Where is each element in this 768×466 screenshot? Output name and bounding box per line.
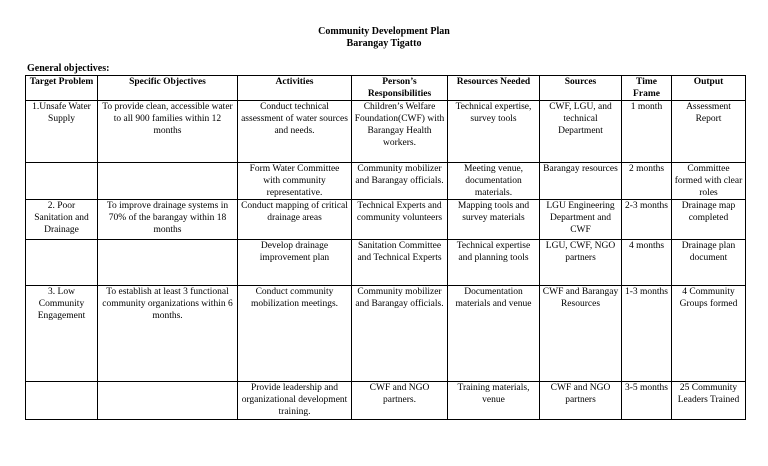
cell-time-frame: 2 months bbox=[622, 163, 672, 200]
header-sources: Sources bbox=[540, 76, 622, 101]
cell-sources: CWF and NGO partners bbox=[540, 382, 622, 420]
cell-output: Committee formed with clear roles bbox=[672, 163, 746, 200]
cell-target-problem: 1.Unsafe Water Supply bbox=[26, 101, 98, 163]
cell-activity: Form Water Committee with community representative. bbox=[238, 163, 352, 200]
cell-target-problem bbox=[26, 382, 98, 420]
cell-persons: Technical Experts and community volunteers bbox=[352, 200, 448, 240]
cell-time-frame: 1-3 months bbox=[622, 286, 672, 382]
cell-sources: LGU, CWF, NGO partners bbox=[540, 240, 622, 286]
cell-time-frame: 1 month bbox=[622, 101, 672, 163]
cell-activity: Provide leadership and organizational development training. bbox=[238, 382, 352, 420]
cell-resources: Technical expertise, survey tools bbox=[448, 101, 540, 163]
cell-activity: Conduct community mobilization meetings. bbox=[238, 286, 352, 382]
table-row bbox=[26, 200, 746, 240]
cell-target-problem: 2. Poor Sanitation and Drainage bbox=[26, 200, 98, 240]
cell-sources: CWF, LGU, and technical Department bbox=[540, 101, 622, 163]
cell-activity: Conduct mapping of critical drainage areas bbox=[238, 200, 352, 240]
header-persons-responsibilities: Person’s Responsibilities bbox=[352, 76, 448, 101]
cell-output: Assessment Report bbox=[672, 101, 746, 163]
cell-target-problem: 3. Low Community Engagement bbox=[26, 286, 98, 382]
document-title: Community Development Plan bbox=[318, 26, 450, 37]
header-time-frame: Time Frame bbox=[622, 76, 672, 101]
cell-sources: LGU Engineering Department and CWF bbox=[540, 200, 622, 240]
table-row bbox=[26, 163, 746, 200]
table-row bbox=[26, 382, 746, 420]
cell-sources: Barangay resources bbox=[540, 163, 622, 200]
table-header-row bbox=[26, 76, 746, 101]
header-resources-needed: Resources Needed bbox=[448, 76, 540, 101]
table-row bbox=[26, 240, 746, 286]
cell-specific-objective: To provide clean, accessible water to all 900 families within 12 months bbox=[98, 101, 238, 163]
header-activities: Activities bbox=[238, 76, 352, 101]
cell-output: 25 Community Leaders Trained bbox=[672, 382, 746, 420]
cell-resources: Technical expertise and planning tools bbox=[448, 240, 540, 286]
cell-persons: Sanitation Committee and Technical Experts bbox=[352, 240, 448, 286]
cell-specific-objective: To establish at least 3 functional community organizations within 6 months. bbox=[98, 286, 238, 382]
cell-resources: Training materials, venue bbox=[448, 382, 540, 420]
cell-specific-objective bbox=[98, 382, 238, 420]
table-row bbox=[26, 286, 746, 382]
general-objectives-label: General objectives: bbox=[27, 63, 110, 74]
cell-persons: Children’s Welfare Foundation(CWF) with Barangay Health workers. bbox=[352, 101, 448, 163]
document-subtitle: Barangay Tigatto bbox=[346, 38, 422, 49]
header-specific-objectives: Specific Objectives bbox=[98, 76, 238, 101]
cell-persons: Community mobilizer and Barangay officials. bbox=[352, 163, 448, 200]
cell-specific-objective: To improve drainage systems in 70% of the barangay within 18 months bbox=[98, 200, 238, 240]
cell-sources: CWF and Barangay Resources bbox=[540, 286, 622, 382]
cell-activity: Develop drainage improvement plan bbox=[238, 240, 352, 286]
cell-persons: CWF and NGO partners. bbox=[352, 382, 448, 420]
development-plan-table bbox=[25, 75, 746, 420]
cell-target-problem bbox=[26, 163, 98, 200]
cell-time-frame: 3-5 months bbox=[622, 382, 672, 420]
cell-time-frame: 4 months bbox=[622, 240, 672, 286]
header-target-problem: Target Problem bbox=[26, 76, 98, 101]
header-output: Output bbox=[672, 76, 746, 101]
cell-resources: Mapping tools and survey materials bbox=[448, 200, 540, 240]
cell-output: Drainage plan document bbox=[672, 240, 746, 286]
cell-resources: Documentation materials and venue bbox=[448, 286, 540, 382]
cell-specific-objective bbox=[98, 163, 238, 200]
cell-activity: Conduct technical assessment of water sources and needs. bbox=[238, 101, 352, 163]
cell-target-problem bbox=[26, 240, 98, 286]
table-row bbox=[26, 101, 746, 163]
cell-resources: Meeting venue, documentation materials. bbox=[448, 163, 540, 200]
cell-specific-objective bbox=[98, 240, 238, 286]
cell-persons: Community mobilizer and Barangay officials. bbox=[352, 286, 448, 382]
cell-output: Drainage map completed bbox=[672, 200, 746, 240]
cell-output: 4 Community Groups formed bbox=[672, 286, 746, 382]
cell-time-frame: 2-3 months bbox=[622, 200, 672, 240]
